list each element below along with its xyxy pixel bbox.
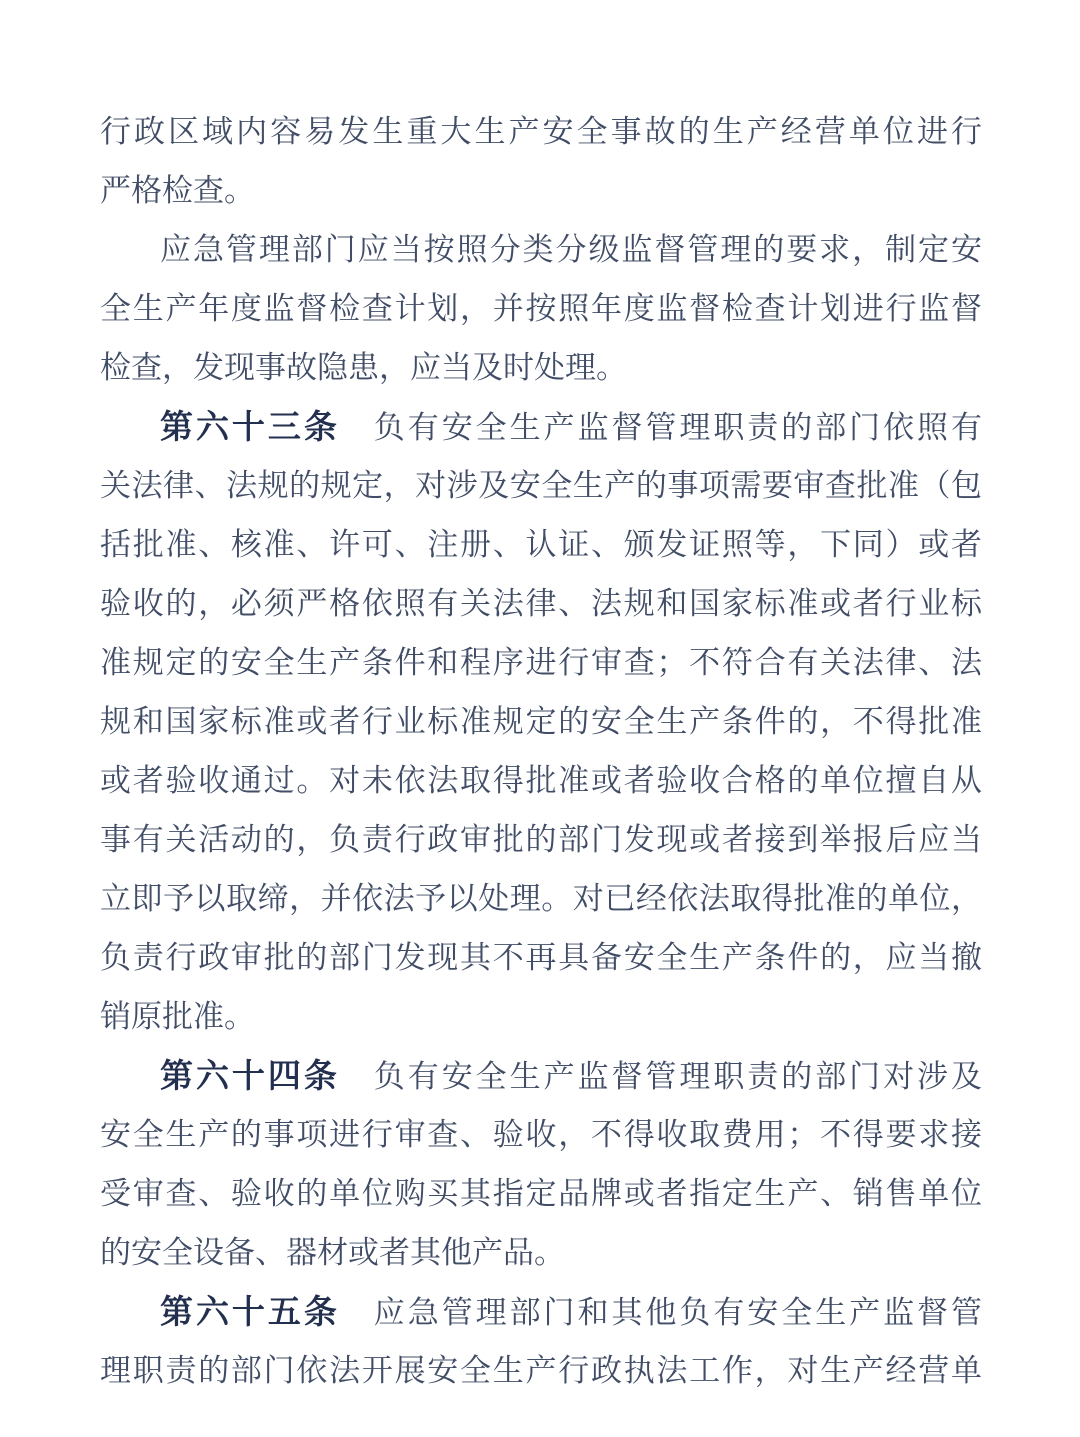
text-line [100,220,982,279]
line-text: 应急管理部门应当按照分类分级监督管理的要求，制定安 [160,232,982,267]
text-line [100,279,982,338]
article-paragraph-line [100,1046,982,1105]
text-line [100,692,982,751]
text-line [100,987,982,1046]
article-number: 第六十四条 [160,1057,340,1094]
line-text: 负有安全生产监督管理职责的部门对涉及 [373,1059,982,1094]
text-line [100,1223,982,1282]
line-text: 立即予以取缔，并依法予以处理。对已经依法取得批准的单位， [100,881,982,916]
line-text: 行政区域内容易发生重大生产安全事故的生产经营单位进行 [100,114,982,149]
text-line [100,456,982,515]
text-line [100,1341,982,1400]
line-text: 负责行政审批的部门发现其不再具备安全生产条件的，应当撤 [100,940,982,975]
text-line [100,338,982,397]
text-line [100,1164,982,1223]
line-text: 理职责的部门依法开展安全生产行政执法工作，对生产经营单 [100,1353,982,1388]
line-text: 应急管理部门和其他负有安全生产监督管 [373,1295,982,1330]
document-body [100,102,982,1400]
text-line [100,161,982,220]
article-number: 第六十三条 [160,408,340,445]
line-text: 销原批准。 [100,999,255,1034]
text-line [100,810,982,869]
article-paragraph-line [100,1282,982,1341]
line-text: 的安全设备、器材或者其他产品。 [100,1235,565,1270]
text-line [100,102,982,161]
line-text: 受审查、验收的单位购买其指定品牌或者指定生产、销售单位 [100,1176,982,1211]
line-text: 或者验收通过。对未依法取得批准或者验收合格的单位擅自从 [100,763,982,798]
article-paragraph-line [100,397,982,456]
line-text: 关法律、法规的规定，对涉及安全生产的事项需要审查批准（包 [100,468,982,503]
text-line [100,515,982,574]
line-text: 规和国家标准或者行业标准规定的安全生产条件的，不得批准 [100,704,982,739]
text-line [100,751,982,810]
line-text: 准规定的安全生产条件和程序进行审查；不符合有关法律、法 [100,645,982,680]
line-text: 严格检查。 [100,173,255,208]
line-text: 事有关活动的，负责行政审批的部门发现或者接到举报后应当 [100,822,982,857]
text-line [100,928,982,987]
line-text: 全生产年度监督检查计划，并按照年度监督检查计划进行监督 [100,291,982,326]
line-text: 验收的，必须严格依照有关法律、法规和国家标准或者行业标 [100,586,982,621]
line-text: 安全生产的事项进行审查、验收，不得收取费用；不得要求接 [100,1117,982,1152]
text-line [100,869,982,928]
text-line [100,633,982,692]
line-text: 负有安全生产监督管理职责的部门依照有 [373,410,982,445]
line-text: 括批准、核准、许可、注册、认证、颁发证照等，下同）或者 [100,527,982,562]
text-line [100,574,982,633]
article-number: 第六十五条 [160,1293,340,1330]
text-line [100,1105,982,1164]
line-text: 检查，发现事故隐患，应当及时处理。 [100,350,627,385]
